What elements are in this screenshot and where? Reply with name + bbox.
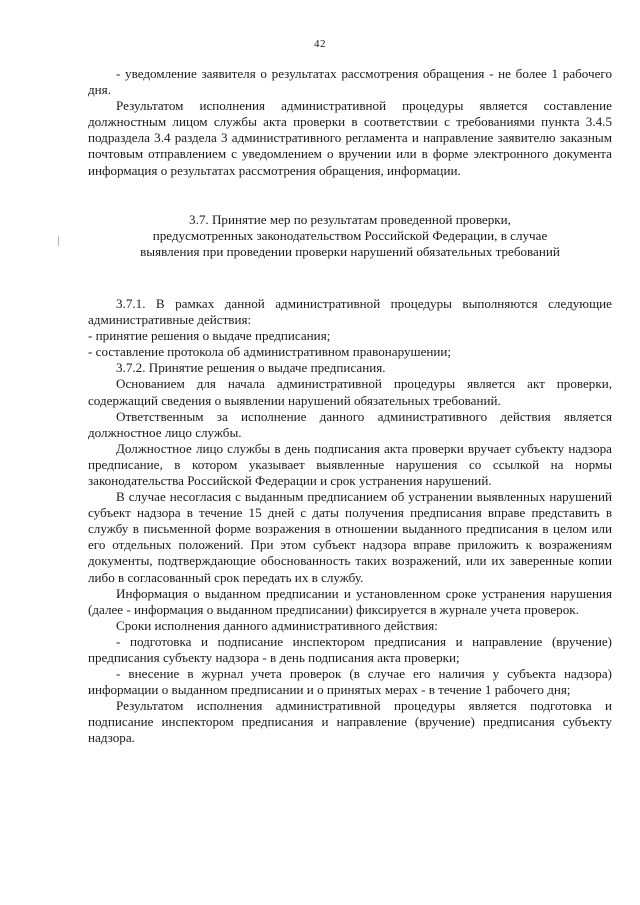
paragraph-basis: Основанием для начала административной процедуры является акт проверки, содержащий сведения о выявлении нарушений обязательных требований.	[88, 376, 612, 408]
paragraph-final-result: Результатом исполнения административной процедуры является подготовка и подписание инспектором предписания и направление (вручение) предписания субъекту надзора.	[88, 698, 612, 746]
list-item-decision-prescription: - принятие решения о выдаче предписания;	[88, 328, 331, 344]
page-number: 42	[314, 38, 326, 50]
paragraph-deadlines: Сроки исполнения данного административного действия:	[116, 617, 438, 633]
list-item-journal-entry: - внесение в журнал учета проверок (в случае его наличия у субъекта надзора) информации о выданном предписании и о принятых мерах - в течение 1 рабочего дня;	[88, 666, 612, 698]
paragraph-3-7-1: 3.7.1. В рамках данной административной процедуры выполняются следующие административные действия:	[88, 295, 612, 328]
page-content	[88, 66, 612, 747]
paragraph-responsible: Ответственным за исполнение данного административного действия является должностное лицо службы.	[88, 408, 612, 440]
margin-mark	[58, 236, 59, 246]
paragraph-procedure-result: Результатом исполнения административной процедуры является составление должностным лицом службы акта проверки в соответствии с требованиями пункта 3.4.5 подраздела 3.4 раздела 3 административного регламента и направление заявителю заказным почтовым отправлением с уведомлением о вручении или в форме электронного документа информация о результатах рассмотрения обращения, информации.	[88, 98, 612, 178]
paragraph-official-delivers: Должностное лицо службы в день подписания акта проверки вручает субъекту надзора предписание, в котором указывает выявленные нарушения со ссылкой на нормы законодательства Российской Федерации и срок устранения нарушений.	[88, 440, 612, 488]
paragraph-objections: В случае несогласия с выданным предписанием об устранении выявленных нарушений субъект надзора в течение 15 дней с даты получения предписания вправе представить в службу в письменной форме возражения в отношении выданного предписания в целом или его отдельных положений. При этом субъект надзора вправе приложить к возражениям документы, подтверждающие обоснованность таких возражений, или их заверенные копии либо в согласованный срок передать их в службу.	[88, 489, 612, 585]
section-heading-line-3: выявления при проведении проверки нарушений обязательных требований	[140, 243, 560, 259]
paragraph-information-recorded: Информация о выданном предписании и установленном сроке устранения нарушения (далее - информация о выданном предписании) фиксируется в журнале учета проверок.	[88, 585, 612, 617]
section-heading	[88, 212, 612, 260]
paragraph-3-7-2: 3.7.2. Принятие решения о выдаче предписания.	[116, 360, 386, 376]
list-item-preparation-signing: - подготовка и подписание инспектором предписания и направление (вручение) предписания субъекту надзора - в день подписания акта проверки;	[88, 633, 612, 665]
paragraph-notification-term: - уведомление заявителя о результатах рассмотрения обращения - не более 1 рабочего дня.	[88, 66, 612, 98]
section-heading-line-1: 3.7. Принятие мер по результатам проведенной проверки,	[189, 211, 511, 227]
list-item-protocol: - составление протокола об административном правонарушении;	[88, 344, 452, 360]
section-heading-line-2: предусмотренных законодательством Российской Федерации, в случае	[152, 227, 548, 243]
